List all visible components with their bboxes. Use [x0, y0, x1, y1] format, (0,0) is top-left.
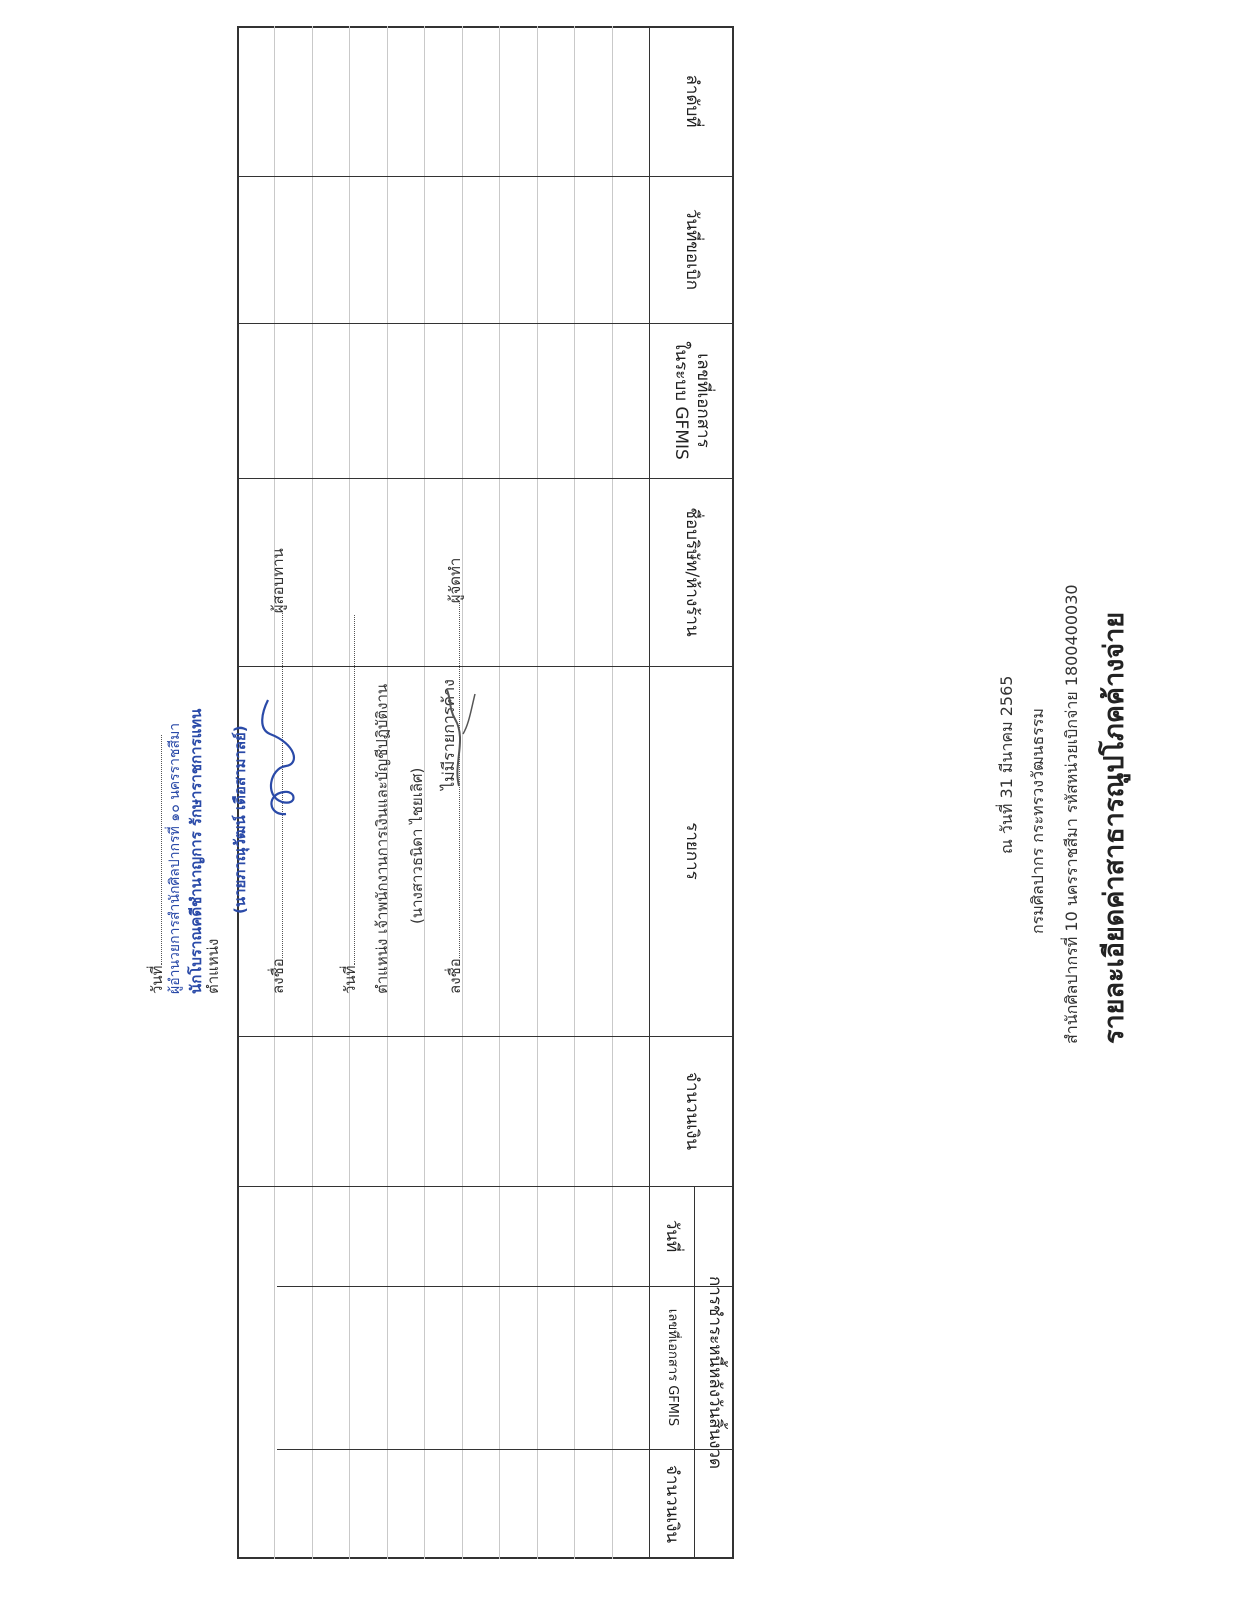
- col-header-gfmis-doc-line1: เลขที่เอกสาร: [692, 353, 713, 448]
- reviewer-position-prefix: ตำแหน่ง: [204, 938, 222, 994]
- row-line: [537, 26, 538, 1559]
- preparer-name: (นางสาวธนิดา ไชยเลิศ): [408, 767, 426, 924]
- preparer-role: ผู้จัดทำ: [446, 557, 464, 604]
- column-divider: [237, 176, 734, 177]
- column-divider: [237, 323, 734, 324]
- reviewer-date-line: [145, 735, 169, 994]
- column-divider: [237, 478, 734, 479]
- column-divider: [277, 1449, 734, 1450]
- reviewer-name: (นายภาณุวัฒน์ เดือสามาลย์): [231, 725, 249, 914]
- document-title: รายละเอียดค่าสาธารณูปโภคค้างจ่าย: [1099, 611, 1130, 1044]
- preparer-sign-prefix: ลงชื่อ: [446, 958, 464, 994]
- preparer-position: ตำแหน่ง เจ้าพนักงานการเงินและบัญชีปฏิบัติงาน: [373, 683, 391, 994]
- header-line-office: สำนักศิลปากรที่ 10 นครราชสีมา รหัสหน่วยเบิกจ่าย 1800400030: [1062, 584, 1081, 1044]
- row-line: [612, 26, 613, 1559]
- outstanding-utilities-table: [237, 26, 734, 1559]
- col-header-company: ชื่อบริษัท/ห้างร้าน: [682, 507, 703, 637]
- row-line: [574, 26, 575, 1559]
- header-line-date: ณ วันที่ 31 มีนาคม 2565: [997, 675, 1016, 854]
- payment-group-divider: [694, 1186, 695, 1559]
- col-header-item: รายการ: [682, 822, 703, 880]
- col-header-payment-amount: จำนวนเงิน: [662, 1464, 683, 1544]
- col-header-seq: ลำดับที่: [682, 74, 703, 128]
- header-line-department: กรมศิลปากร กระทรวงวัฒนธรรม: [1028, 708, 1047, 934]
- column-divider: [237, 1036, 734, 1037]
- preparer-date-line: [338, 615, 362, 994]
- col-header-gfmis-doc: [649, 323, 734, 478]
- col-header-amount: จำนวนเงิน: [682, 1071, 703, 1151]
- col-header-request-date: วันที่ขอเบิก: [682, 208, 703, 291]
- preparer-date-prefix: วันที่: [341, 965, 359, 994]
- reviewer-position-line2: ผู้อำนวยการสำนักศิลปากรที่ ๑๐ นครราชสีมา: [167, 722, 183, 994]
- preparer-signature: [445, 684, 485, 794]
- reviewer-sign-prefix: ลงชื่อ: [269, 958, 287, 994]
- no-outstanding-note: ไม่มีรายการค้าง: [439, 679, 458, 790]
- reviewer-date-prefix: วันที่: [148, 965, 166, 994]
- header-divider: [649, 26, 650, 1559]
- column-divider: [277, 1286, 734, 1287]
- col-header-gfmis-doc-line2: ในระบบ GFMIS: [671, 341, 692, 460]
- reviewer-position: นักโบราณคดีชำนาญการ รักษาราชการแทน: [187, 708, 205, 994]
- col-header-payment-date: วันที่: [662, 1219, 683, 1253]
- col-header-payment-after-period: การชำระหนี้หลังวันสิ้นงวด: [704, 1275, 725, 1470]
- reviewer-role: ผู้สอบทาน: [269, 548, 287, 614]
- column-divider: [237, 1186, 734, 1187]
- reviewer-signature: [256, 694, 306, 824]
- column-divider: [237, 666, 734, 667]
- col-header-payment-gfmis-doc: เลขที่เอกสาร GFMIS: [664, 1308, 680, 1427]
- row-line: [499, 26, 500, 1559]
- row-line: [312, 26, 313, 1559]
